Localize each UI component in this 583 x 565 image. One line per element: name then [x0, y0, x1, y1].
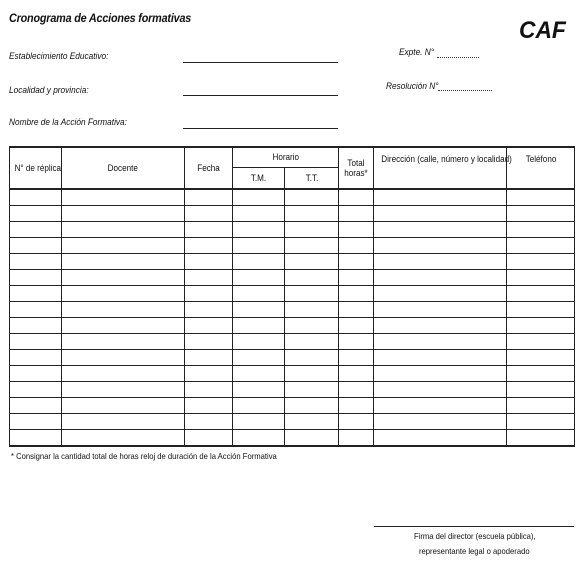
cell-docente[interactable] — [62, 270, 185, 286]
cell-telefono[interactable] — [507, 334, 575, 350]
cell-tm[interactable] — [233, 318, 285, 334]
header-docente: Docente — [62, 147, 185, 189]
cell-telefono[interactable] — [507, 318, 575, 334]
cell-telefono[interactable] — [507, 238, 575, 254]
schedule-table — [9, 146, 575, 447]
cell-direccion[interactable] — [374, 318, 507, 334]
cell-docente[interactable] — [62, 302, 185, 318]
header-tm: T.M. — [233, 167, 285, 189]
signature-caption-line1: Firma del director (escuela pública), — [414, 531, 536, 541]
cell-telefono[interactable] — [507, 254, 575, 270]
cell-docente[interactable] — [62, 254, 185, 270]
cell-telefono[interactable] — [507, 286, 575, 302]
cell-tm[interactable] — [233, 414, 285, 430]
cell-tt[interactable] — [285, 206, 339, 222]
cell-direccion[interactable] — [374, 350, 507, 366]
cell-direccion[interactable] — [374, 222, 507, 238]
cell-tt[interactable] — [285, 366, 339, 382]
cell-direccion[interactable] — [374, 254, 507, 270]
cell-total[interactable] — [339, 222, 374, 238]
cell-docente[interactable] — [62, 334, 185, 350]
cell-replica[interactable] — [10, 334, 62, 350]
header-horario: Horario — [233, 147, 339, 167]
cell-docente[interactable] — [62, 398, 185, 414]
table-row — [10, 334, 575, 350]
cell-total[interactable] — [339, 238, 374, 254]
header-replica: N° de réplica — [10, 147, 62, 189]
cell-direccion[interactable] — [374, 382, 507, 398]
cell-tm[interactable] — [233, 398, 285, 414]
cell-docente[interactable] — [62, 382, 185, 398]
cell-telefono[interactable] — [507, 366, 575, 382]
cell-fecha[interactable] — [185, 366, 233, 382]
cell-direccion[interactable] — [374, 398, 507, 414]
expte-field[interactable] — [437, 57, 479, 58]
cell-replica[interactable] — [10, 350, 62, 366]
table-row — [10, 350, 575, 366]
localidad-label: Localidad y provincia: — [9, 85, 89, 95]
cell-docente[interactable] — [62, 366, 185, 382]
cell-tm[interactable] — [233, 286, 285, 302]
form-code: CAF — [519, 17, 566, 44]
accion-field[interactable] — [183, 128, 338, 129]
table-row — [10, 189, 575, 206]
cell-docente[interactable] — [62, 206, 185, 222]
cell-total[interactable] — [339, 286, 374, 302]
cell-replica[interactable] — [10, 302, 62, 318]
cell-total[interactable] — [339, 398, 374, 414]
establecimiento-label: Establecimiento Educativo: — [9, 51, 109, 61]
cell-tt[interactable] — [285, 318, 339, 334]
cell-tm[interactable] — [233, 238, 285, 254]
cell-total[interactable] — [339, 382, 374, 398]
cell-tt[interactable] — [285, 414, 339, 430]
cell-telefono[interactable] — [507, 222, 575, 238]
cell-replica[interactable] — [10, 254, 62, 270]
cell-total[interactable] — [339, 318, 374, 334]
cell-fecha[interactable] — [185, 430, 233, 447]
cell-fecha[interactable] — [185, 302, 233, 318]
cell-replica[interactable] — [10, 270, 62, 286]
cell-fecha[interactable] — [185, 334, 233, 350]
cell-fecha[interactable] — [185, 318, 233, 334]
table-row — [10, 366, 575, 382]
cell-docente[interactable] — [62, 189, 185, 206]
table-row — [10, 382, 575, 398]
cell-total[interactable] — [339, 366, 374, 382]
cell-tt[interactable] — [285, 254, 339, 270]
cell-total[interactable] — [339, 334, 374, 350]
cell-telefono[interactable] — [507, 382, 575, 398]
cell-telefono[interactable] — [507, 414, 575, 430]
table-row — [10, 430, 575, 447]
cell-tt[interactable] — [285, 398, 339, 414]
cell-telefono[interactable] — [507, 270, 575, 286]
cell-replica[interactable] — [10, 238, 62, 254]
cell-replica[interactable] — [10, 382, 62, 398]
cell-tm[interactable] — [233, 254, 285, 270]
cell-total[interactable] — [339, 350, 374, 366]
cell-tt[interactable] — [285, 350, 339, 366]
cell-replica[interactable] — [10, 398, 62, 414]
table-row — [10, 238, 575, 254]
cell-tm[interactable] — [233, 206, 285, 222]
cell-tt[interactable] — [285, 189, 339, 206]
cell-replica[interactable] — [10, 206, 62, 222]
table-row — [10, 318, 575, 334]
cell-telefono[interactable] — [507, 302, 575, 318]
table-row — [10, 206, 575, 222]
cell-direccion[interactable] — [374, 286, 507, 302]
cell-tt[interactable] — [285, 302, 339, 318]
signature-caption-line2: representante legal o apoderado — [419, 546, 530, 556]
cell-tt[interactable] — [285, 334, 339, 350]
localidad-field[interactable] — [183, 95, 338, 96]
signature-line[interactable] — [374, 526, 574, 527]
accion-label: Nombre de la Acción Formativa: — [9, 117, 127, 127]
cell-fecha[interactable] — [185, 414, 233, 430]
establecimiento-field[interactable] — [183, 62, 338, 63]
cell-total[interactable] — [339, 430, 374, 447]
table-row — [10, 270, 575, 286]
cell-tt[interactable] — [285, 286, 339, 302]
cell-tm[interactable] — [233, 334, 285, 350]
cell-docente[interactable] — [62, 238, 185, 254]
cell-docente[interactable] — [62, 318, 185, 334]
cell-replica[interactable] — [10, 318, 62, 334]
cell-fecha[interactable] — [185, 350, 233, 366]
cell-tm[interactable] — [233, 302, 285, 318]
cell-telefono[interactable] — [507, 430, 575, 447]
table-row — [10, 222, 575, 238]
cell-docente[interactable] — [62, 414, 185, 430]
cell-tm[interactable] — [233, 366, 285, 382]
expte-label: Expte. N° — [399, 47, 435, 57]
cell-replica[interactable] — [10, 366, 62, 382]
schedule-table-body — [10, 189, 575, 446]
cell-replica[interactable] — [10, 286, 62, 302]
cell-docente[interactable] — [62, 430, 185, 447]
cell-fecha[interactable] — [185, 286, 233, 302]
cell-tt[interactable] — [285, 222, 339, 238]
cell-tm[interactable] — [233, 430, 285, 447]
header-tt: T.T. — [285, 167, 339, 189]
cell-replica[interactable] — [10, 189, 62, 206]
cell-replica[interactable] — [10, 430, 62, 447]
cell-telefono[interactable] — [507, 350, 575, 366]
cell-fecha[interactable] — [185, 254, 233, 270]
cell-direccion[interactable] — [374, 189, 507, 206]
cell-tm[interactable] — [233, 222, 285, 238]
cell-fecha[interactable] — [185, 398, 233, 414]
cell-telefono[interactable] — [507, 189, 575, 206]
cell-tt[interactable] — [285, 270, 339, 286]
cell-telefono[interactable] — [507, 398, 575, 414]
cell-tm[interactable] — [233, 350, 285, 366]
cell-telefono[interactable] — [507, 206, 575, 222]
cell-docente[interactable] — [62, 350, 185, 366]
resolucion-label: Resolución N° — [386, 81, 439, 91]
table-row — [10, 414, 575, 430]
cell-direccion[interactable] — [374, 206, 507, 222]
cell-replica[interactable] — [10, 414, 62, 430]
cell-total[interactable] — [339, 254, 374, 270]
cell-direccion[interactable] — [374, 270, 507, 286]
cell-direccion[interactable] — [374, 334, 507, 350]
header-direccion: Dirección (calle, número y localidad) — [374, 147, 507, 189]
cell-fecha[interactable] — [185, 382, 233, 398]
cell-docente[interactable] — [62, 222, 185, 238]
cell-total[interactable] — [339, 189, 374, 206]
cell-fecha[interactable] — [185, 206, 233, 222]
form-title: Cronograma de Acciones formativas — [9, 11, 192, 25]
cell-direccion[interactable] — [374, 366, 507, 382]
cell-fecha[interactable] — [185, 222, 233, 238]
cell-total[interactable] — [339, 414, 374, 430]
table-row — [10, 286, 575, 302]
cell-total[interactable] — [339, 270, 374, 286]
cell-fecha[interactable] — [185, 238, 233, 254]
cell-tm[interactable] — [233, 270, 285, 286]
cell-fecha[interactable] — [185, 270, 233, 286]
cell-direccion[interactable] — [374, 238, 507, 254]
table-row — [10, 302, 575, 318]
cell-total[interactable] — [339, 206, 374, 222]
header-fecha: Fecha — [185, 147, 233, 189]
resolucion-field[interactable] — [438, 90, 492, 91]
cell-tt[interactable] — [285, 238, 339, 254]
cell-total[interactable] — [339, 302, 374, 318]
table-row — [10, 254, 575, 270]
cell-replica[interactable] — [10, 222, 62, 238]
header-total-horas: Total horas* — [339, 147, 374, 189]
cell-docente[interactable] — [62, 286, 185, 302]
cell-direccion[interactable] — [374, 302, 507, 318]
cell-direccion[interactable] — [374, 414, 507, 430]
cell-tm[interactable] — [233, 189, 285, 206]
header-telefono: Teléfono — [507, 147, 575, 189]
cell-direccion[interactable] — [374, 430, 507, 447]
cell-tt[interactable] — [285, 430, 339, 447]
cell-tm[interactable] — [233, 382, 285, 398]
footnote: * Consignar la cantidad total de horas reloj de duración de la Acción Formativa — [11, 451, 277, 461]
cell-tt[interactable] — [285, 382, 339, 398]
cell-fecha[interactable] — [185, 189, 233, 206]
table-row — [10, 398, 575, 414]
